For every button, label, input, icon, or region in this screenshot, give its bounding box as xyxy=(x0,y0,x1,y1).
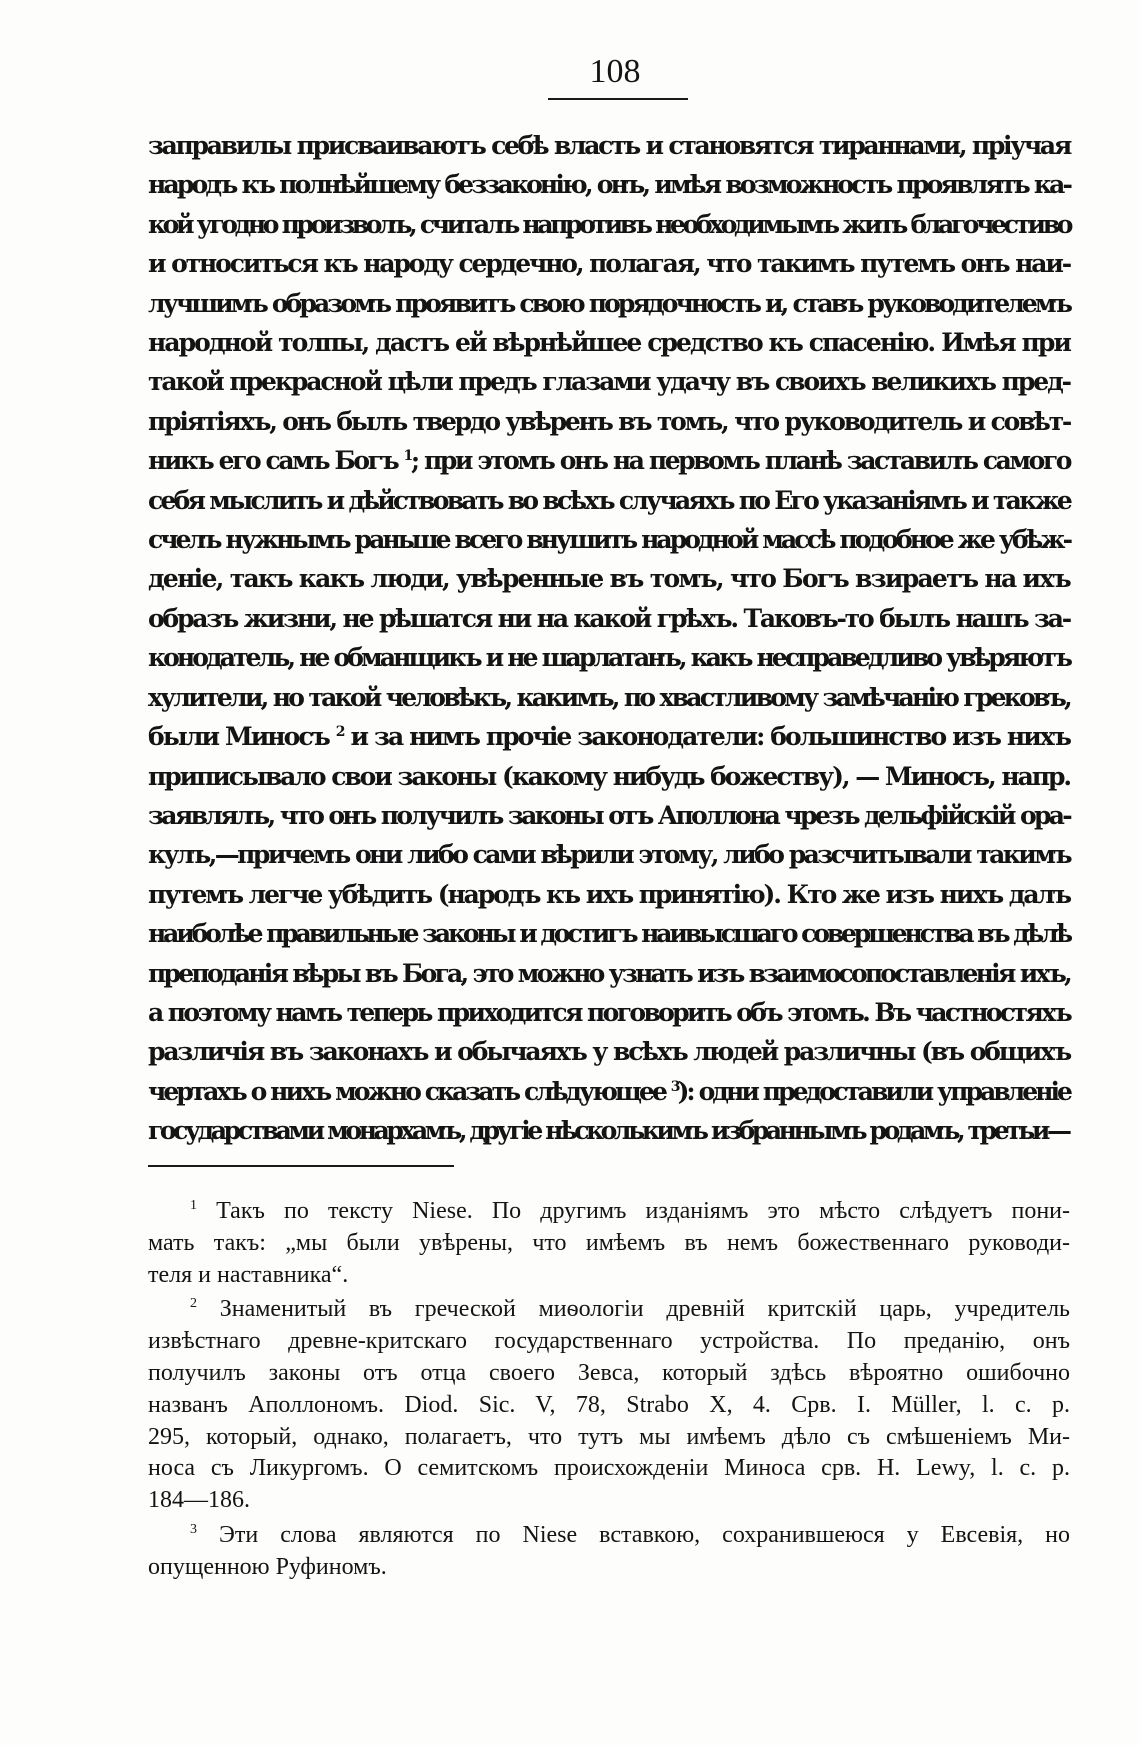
footnote-1 xyxy=(148,1196,1070,1291)
footnote-separator xyxy=(148,1165,454,1167)
text-line xyxy=(148,441,1070,480)
text-line: различія въ законахъ и обычаяхъ у всѣхъ людей различны (въ общихъ xyxy=(148,1037,1070,1067)
text-fragment: чертахъ о нихъ можно сказать слѣдующее xyxy=(148,1076,671,1106)
text-line: преподанія вѣры въ Бога, это можно узнать изъ взаимосопоставленія ихъ, xyxy=(148,958,1070,988)
footnote-number: 3 xyxy=(190,1521,197,1537)
footnotes-section xyxy=(148,1196,1070,1587)
main-text-body xyxy=(148,126,1070,1151)
text-fragment: были Миносъ xyxy=(148,722,336,752)
header-rule xyxy=(548,98,688,100)
text-line: а поэтому намъ теперь приходится поговорить объ этомъ. Въ частностяхъ xyxy=(148,997,1070,1027)
text-line: государствами монархамъ, другіе нѣсколькимъ избраннымъ родамъ, третьи— xyxy=(148,1116,1069,1146)
footnote-text: Знаменитый въ греческой миѳологіи древній критскій царь, учредитель xyxy=(219,1296,1071,1323)
footnote-line: носа съ Ликургомъ. О семитскомъ происхожденіи Миноса срв. H. Lewy, l. c. p. xyxy=(148,1455,1070,1482)
footnote-number: 2 xyxy=(190,1296,197,1312)
text-line xyxy=(148,1072,1070,1111)
text-line: образъ жизни, не рѣшатся ни на какой грѣхъ. Таковъ-то былъ нашъ за- xyxy=(148,603,1070,633)
footnote-reference-mark: 2 xyxy=(335,724,344,741)
footnote-2 xyxy=(148,1294,1070,1517)
text-line: народной толпы, дастъ ей вѣрнѣйшее средство къ спасенію. Имѣя при xyxy=(148,328,1070,358)
text-line: хулители, но такой человѣкъ, какимъ, по хвастливому замѣчанію грековъ, xyxy=(148,682,1070,712)
text-fragment: ): одни предоставили управленіе xyxy=(677,1076,1070,1106)
text-line: такой прекрасной цѣли предъ глазами удачу въ своихъ великихъ пред- xyxy=(148,367,1070,397)
text-line: счелъ нужнымъ раньше всего внушить народной массѣ подобное же убѣж- xyxy=(148,525,1070,555)
footnote-line xyxy=(148,1196,1070,1228)
footnote-reference-mark: 1 xyxy=(403,448,411,465)
footnote-line: названъ Аполлономъ. Diod. Sic. V, 78, Strabo X, 4. Срв. I. Müller, l. c. p. xyxy=(148,1391,1070,1418)
text-line: кулъ,—причемъ они либо сами вѣрили этому, либо разсчитывали такимъ xyxy=(148,840,1070,870)
footnote-text: Такъ по тексту Niese. По другимъ изданіямъ это мѣсто слѣдуетъ пони- xyxy=(216,1198,1071,1224)
footnote-line: получилъ законы отъ отца своего Зевса, который здѣсь вѣроятно ошибочно xyxy=(148,1359,1070,1386)
text-line: приписывало свои законы (какому нибудь божеству), — Миносъ, напр. xyxy=(148,761,1070,791)
footnote-number: 1 xyxy=(190,1198,197,1213)
footnote-line: опущенною Руфиномъ. xyxy=(148,1553,387,1580)
footnote-line: 184—186. xyxy=(148,1487,250,1514)
footnote-line: извѣстнаго древне-критскаго государственнаго устройства. По преданію, онъ xyxy=(148,1328,1070,1355)
text-line: лучшимъ образомъ проявитъ свою порядочность и, ставъ руководителемъ xyxy=(148,288,1070,318)
text-line xyxy=(148,717,1070,756)
text-line: наиболѣе правильные законы и достигъ наивысшаго совершенства въ дѣлѣ xyxy=(148,919,1070,949)
footnote-reference-mark: 3 xyxy=(670,1078,678,1095)
text-line: заправилы присваиваютъ себѣ власть и становятся тираннами, пріучая xyxy=(148,131,1070,160)
text-fragment: ; при этомъ онъ на первомъ планѣ заставилъ самого xyxy=(410,446,1071,476)
text-line: путемъ легче убѣдить (народъ къ ихъ принятію). Кто же изъ нихъ далъ xyxy=(148,879,1070,909)
footnote-3 xyxy=(148,1520,1070,1584)
text-line: конодатель, не обманщикъ и не шарлатанъ, какъ несправедливо увѣряютъ xyxy=(148,643,1070,673)
text-line: народъ къ полнѣйшему беззаконію, онъ, имѣя возможность проявлять ка- xyxy=(148,170,1070,200)
text-line: деніе, такъ какъ люди, увѣренные въ томъ, что Богъ взираетъ на ихъ xyxy=(148,564,1070,594)
text-line: себя мыслить и дѣйствовать во всѣхъ случаяхъ по Его указаніямъ и также xyxy=(148,485,1070,515)
footnote-line: теля и наставника“. xyxy=(148,1261,349,1288)
footnote-line xyxy=(148,1520,1070,1552)
text-fragment: и за нимъ прочіе законодатели: большинство изъ нихъ xyxy=(343,722,1070,752)
text-line: и относиться къ народу сердечно, полагая, что такимъ путемъ онъ наи- xyxy=(148,249,1070,279)
text-line: заявлялъ, что онъ получилъ законы отъ Аполлона чрезъ дельфійскій ора- xyxy=(148,800,1070,830)
text-line: пріятіяхъ, онъ былъ твердо увѣренъ въ томъ, что руководитель и совѣт- xyxy=(148,406,1070,436)
footnote-line: 295, который, однако, полагаетъ, что тутъ мы имѣемъ дѣло съ смѣшеніемъ Ми- xyxy=(148,1423,1070,1450)
text-fragment: никъ его самъ Богъ xyxy=(148,446,404,476)
footnote-line xyxy=(148,1294,1070,1326)
footnote-text: Эти слова являются по Niese вставкою, сохранившеюся у Евсевія, но xyxy=(219,1521,1070,1548)
text-line: кой угодно произволъ, считалъ напротивъ необходимымъ жить благочестиво xyxy=(148,209,1070,239)
page-number: 108 xyxy=(589,53,641,90)
footnote-line: мать такъ: „мы были увѣрены, что имѣемъ въ немъ божественнаго руководи- xyxy=(148,1229,1070,1256)
